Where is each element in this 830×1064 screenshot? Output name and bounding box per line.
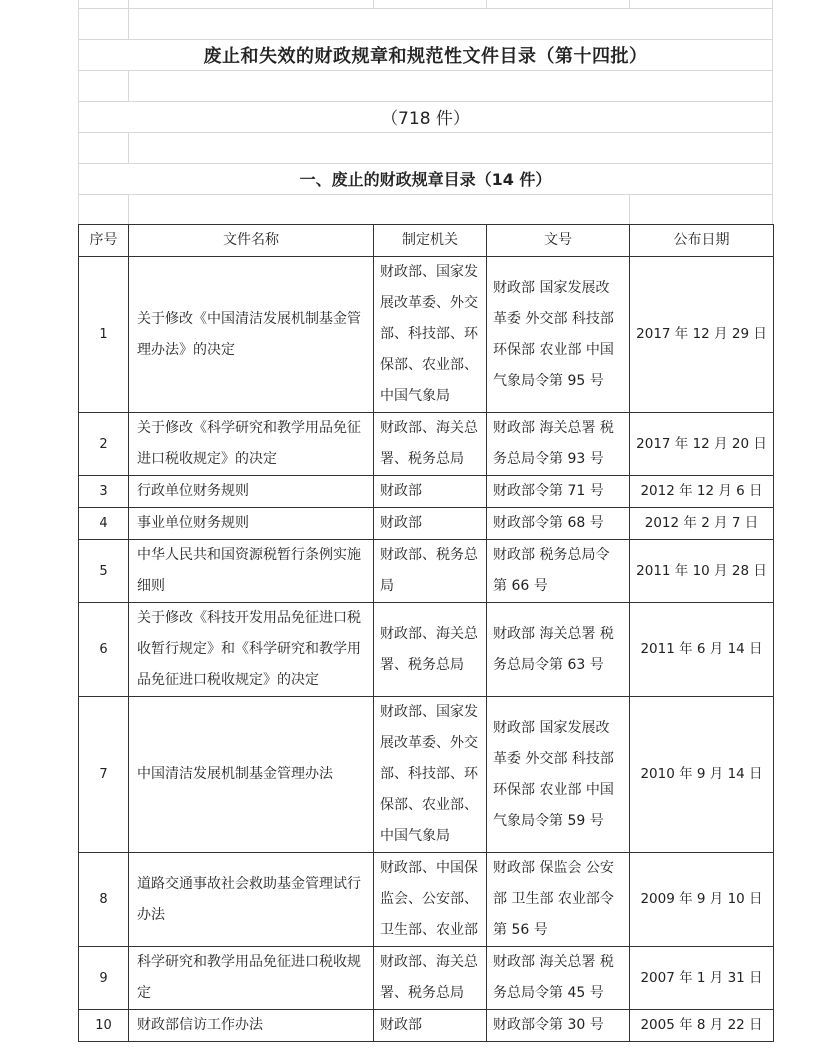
row-org: 财政部、国家发展改革委、外交部、科技部、环保部、农业部、中国气象局 [374,257,487,413]
row-date: 2011 年 10 月 28 日 [630,540,774,603]
row-serial: 1 [79,257,129,413]
row-docno: 财政部 国家发展改革委 外交部 科技部 环保部 农业部 中国气象局令第 59 号 [487,697,630,853]
header-name: 文件名称 [129,225,374,257]
row-docno: 财政部 税务总局令第 66 号 [487,540,630,603]
row-date: 2012 年 2 月 7 日 [630,508,774,540]
table-row [79,476,774,508]
row-docno: 财政部 海关总署 税务总局令第 63 号 [487,603,630,697]
row-date: 2007 年 1 月 31 日 [630,947,774,1010]
table-row [79,508,774,540]
row-org: 财政部、海关总署、税务总局 [374,603,487,697]
row-org: 财政部、海关总署、税务总局 [374,413,487,476]
document-count: （718 件） [381,109,470,129]
row-docno: 财政部令第 30 号 [487,1010,630,1042]
header-docno: 文号 [487,225,630,257]
row-org: 财政部、税务总局 [374,540,487,603]
row-org: 财政部、中国保监会、公安部、卫生部、农业部 [374,853,487,947]
row-name: 关于修改《科学研究和教学用品免征进口税收规定》的决定 [129,413,374,476]
row-name: 关于修改《科技开发用品免征进口税收暂行规定》和《科学研究和教学用品免征进口税收规定》的决定 [129,603,374,697]
header-date: 公布日期 [630,225,774,257]
row-name: 财政部信访工作办法 [129,1010,374,1042]
row-date: 2005 年 8 月 22 日 [630,1010,774,1042]
table-row [79,1010,774,1042]
row-name: 中华人民共和国资源税暂行条例实施细则 [129,540,374,603]
row-docno: 财政部 国家发展改革委 外交部 科技部 环保部 农业部 中国气象局令第 95 号 [487,257,630,413]
row-serial: 4 [79,508,129,540]
row-name: 关于修改《中国清洁发展机制基金管理办法》的决定 [129,257,374,413]
row-date: 2017 年 12 月 29 日 [630,257,774,413]
header-org: 制定机关 [374,225,487,257]
row-org: 财政部、国家发展改革委、外交部、科技部、环保部、农业部、中国气象局 [374,697,487,853]
row-docno: 财政部 海关总署 税务总局令第 45 号 [487,947,630,1010]
row-name: 科学研究和教学用品免征进口税收规定 [129,947,374,1010]
table-row [79,257,774,413]
row-name: 事业单位财务规则 [129,508,374,540]
row-date: 2012 年 12 月 6 日 [630,476,774,508]
row-date: 2010 年 9 月 14 日 [630,697,774,853]
row-docno: 财政部令第 68 号 [487,508,630,540]
row-org: 财政部、海关总署、税务总局 [374,947,487,1010]
row-date: 2011 年 6 月 14 日 [630,603,774,697]
row-org: 财政部 [374,1010,487,1042]
table-row [79,947,774,1010]
document-title: 废止和失效的财政规章和规范性文件目录（第十四批） [203,46,648,67]
header-serial: 序号 [79,225,129,257]
row-serial: 5 [79,540,129,603]
row-date: 2009 年 9 月 10 日 [630,853,774,947]
row-docno: 财政部令第 71 号 [487,476,630,508]
row-date: 2017 年 12 月 20 日 [630,413,774,476]
row-name: 中国清洁发展机制基金管理办法 [129,697,374,853]
table-row [79,603,774,697]
row-serial: 9 [79,947,129,1010]
regulations-table [78,224,774,1042]
table-row [79,413,774,476]
row-serial: 8 [79,853,129,947]
row-docno: 财政部 保监会 公安部 卫生部 农业部令第 56 号 [487,853,630,947]
row-serial: 10 [79,1010,129,1042]
row-name: 行政单位财务规则 [129,476,374,508]
row-docno: 财政部 海关总署 税务总局令第 93 号 [487,413,630,476]
row-org: 财政部 [374,476,487,508]
table-row [79,540,774,603]
table-header-row [79,225,774,257]
table-row [79,853,774,947]
row-serial: 3 [79,476,129,508]
row-org: 财政部 [374,508,487,540]
table-row [79,697,774,853]
row-serial: 6 [79,603,129,697]
row-serial: 7 [79,697,129,853]
row-name: 道路交通事故社会救助基金管理试行办法 [129,853,374,947]
section-heading: 一、废止的财政规章目录（14 件） [299,170,552,189]
row-serial: 2 [79,413,129,476]
